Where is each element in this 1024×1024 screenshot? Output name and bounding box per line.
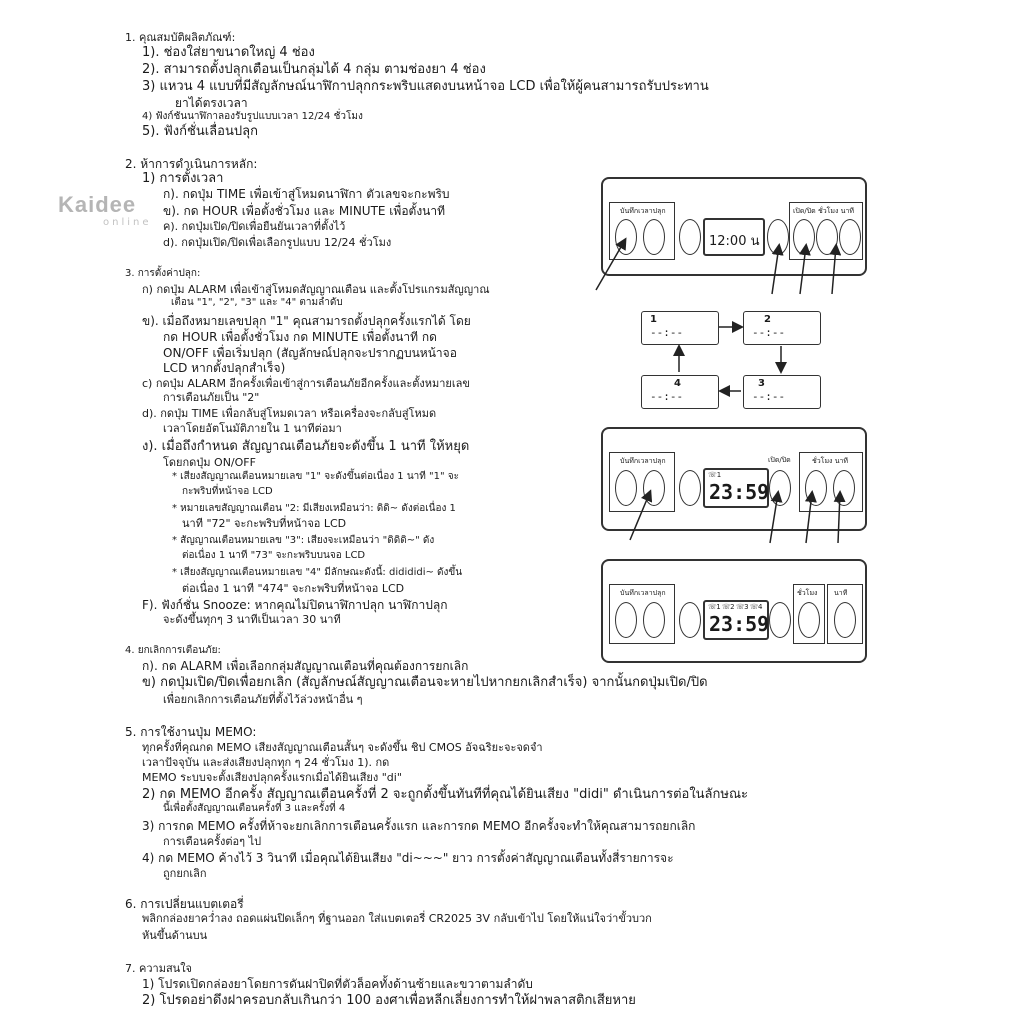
s5-line-3: MEMO ระบบจะตั้งเสียงปลุกครั้งแรกเมื่อได้ยินเสียง "di" (142, 771, 402, 784)
s1-item-2: 2). สามารถตั้งปลุกเตือนเป็นกลุ่มได้ 4 กลุ่ม ตามช่องยา 4 ช่อง (142, 62, 486, 77)
hour-minute-label: ชั่วโมง นาที (812, 457, 849, 465)
s3-line-7: c) กดปุ่ม ALARM อีกครั้งเพื่อเข้าสู่การเตือนภัยอีกครั้งและตั้งหมายเลข (142, 377, 470, 390)
memo-group-label: บันทึกเวลาปลุก (620, 207, 666, 215)
s3-line-5: ON/OFF เพื่อเริ่มปลุก (สัญลักษณ์ปลุกจะปรากฏบนหน้าจอ (163, 346, 457, 360)
section-2-title: 2. ห้าการดำเนินการหลัก: (125, 157, 258, 171)
seq-2-dash: --:-- (752, 326, 786, 339)
s5-line-7: การเตือนครั้งต่อๆ ไป (163, 835, 262, 848)
seq-2-number: 2 (764, 314, 771, 325)
arrow-minute-2 (838, 493, 840, 543)
s5-line-5: นี้เพื่อตั้งสัญญาณเตือนครั้งที่ 3 และครั้งที่ 4 (163, 803, 346, 814)
s3-line-13: * เสียงสัญญาณเตือนหมายเลข "1" จะดังขึ้นต่อเนื่อง 1 นาที "1" จะ (172, 471, 460, 482)
s2-item-3: ค). กดปุ่มเปิด/ปิดเพื่อยืนยันเวลาที่ตั้งไว้ (163, 220, 346, 233)
s5-line-8: 4) กด MEMO ค้างไว้ 3 วินาที เมื่อคุณได้ยินเสียง "di~~~" ยาว การตั้งค่าสัญญาณเตือนทั้งสี่รายการจะ (142, 851, 674, 865)
s4-line-3: เพื่อยกเลิกการเตือนภัยที่ตั้งไว้ล่วงหน้าอื่น ๆ (163, 693, 363, 706)
s6-line-1: พลิกกล่องยาคว่ำลง ถอดแผ่นปิดเล็กๆ ที่ฐานออก ใส่แบตเตอรี่ CR2025 3V กลับเข้าไป โดยให้แน่ใจว่าขั้วบวก (142, 912, 652, 925)
s7-line-1: 1) โปรดเปิดกล่องยาโดยการดันฝาปิดที่ตัวล็อคทั้งด้านซ้ายและขวาตามลำดับ (142, 977, 533, 991)
seq-1-dash: --:-- (650, 326, 684, 339)
arrow-onoff-2 (770, 493, 778, 543)
s2-item-4: d). กดปุ่มเปิด/ปิดเพื่อเลือกรูปแบบ 12/24 ชั่วโมง (163, 236, 392, 249)
seq-3-number: 3 (758, 378, 765, 389)
s3-line-16: นาที "72" จะกะพริบที่หน้าจอ LCD (182, 517, 347, 530)
s3-line-9: d). กดปุ่ม TIME เพื่อกลับสู่โหมดเวลา หรือเครื่องจะกลับสู่โหมด (142, 407, 437, 420)
s3-line-15: * หมายเลขสัญญาณเตือน "2: มีเสียงเหมือนว่า: ดิดิ~ ดังต่อเนื่อง 1 (172, 503, 456, 514)
arrow-hour-2 (806, 493, 812, 543)
seq-1-number: 1 (650, 314, 657, 325)
s1-item-4: 4) ฟังก์ชันนาฬิกาลองรับรูปแบบเวลา 12/24 ชั่วโมง (142, 111, 363, 122)
arrow-onoff-1 (772, 246, 779, 294)
arrow-minute-1 (832, 246, 836, 294)
arrow-memo-2 (630, 492, 650, 540)
hour-label: ชั่วโมง (797, 589, 818, 597)
lcd-time: 23:59 (709, 612, 770, 636)
s5-line-9: ถูกยกเลิก (163, 867, 207, 880)
section-7-title: 7. ความสนใจ (125, 962, 193, 975)
watermark-brand: Kaidee (58, 192, 137, 217)
memo-group-label: บันทึกเวลาปลุก (620, 589, 666, 597)
s3-line-21: F). ฟังก์ชั่น Snooze: หากคุณไม่ปิดนาฬิกาปลุก นาฬิกาปลุก (142, 598, 448, 612)
s3-line-1: ก) กดปุ่ม ALARM เพื่อเข้าสู่โหมดสัญญาณเตือน และตั้งโปรแกรมสัญญาณ (142, 283, 490, 296)
lcd-time: 23:59 (709, 480, 770, 504)
seq-4-dash: --:-- (650, 390, 684, 403)
s1-item-1: 1). ช่องใส่ยาขนาดใหญ่ 4 ช่อง (142, 45, 315, 60)
arrow-hour-1 (800, 246, 806, 294)
s6-line-2: หันขึ้นด้านบน (142, 929, 208, 942)
s5-line-1: ทุกครั้งที่คุณกด MEMO เสียงสัญญาณเตือนสั้นๆ จะดังขึ้น ชิป CMOS อัจฉริยะจะจดจำ (142, 741, 543, 754)
s2-sub: 1) การตั้งเวลา (142, 171, 224, 186)
s3-line-17: * สัญญาณเตือนหมายเลข "3": เสียงจะเหมือนว่า "ดิดิดิ~" ดัง (172, 535, 435, 546)
s3-line-3: ข). เมื่อถึงหมายเลขปลุก "1" คุณสามารถตั้งปลุกครั้งแรกได้ โดย (142, 314, 471, 328)
s3-line-6: LCD หากตั้งปลุกสำเร็จ) (163, 361, 286, 375)
seq-4-number: 4 (674, 378, 681, 389)
s3-line-20: ต่อเนื่อง 1 นาที "474" จะกะพริบที่หน้าจอ LCD (182, 582, 405, 595)
arrow-memo-1 (596, 240, 625, 290)
s4-line-1: ก). กด ALARM เพื่อเลือกกลุ่มสัญญาณเตือนที่คุณต้องการยกเลิก (142, 659, 469, 673)
section-4-title: 4. ยกเลิกการเตือนภัย: (125, 645, 221, 656)
minute-label: นาที (834, 589, 848, 597)
alarm-1-icon: ☏1 (708, 471, 722, 479)
s3-line-11: ง). เมื่อถึงกำหนด สัญญาณเตือนภัยจะดังขึ้น 1 นาที ให้หยุด (142, 439, 470, 454)
section-5-title: 5. การใช้งานปุ่ม MEMO: (125, 725, 257, 739)
memo-group-label: บันทึกเวลาปลุก (620, 457, 666, 465)
setting-group-label: เปิด/ปิด ชั่วโมง นาที (793, 207, 854, 215)
section-6-title: 6. การเปลี่ยนแบตเตอรี่ (125, 897, 244, 911)
s3-line-10: เวลาโดยอัตโนมัติภายใน 1 นาทีต่อมา (163, 422, 342, 435)
seq-3-dash: --:-- (752, 390, 786, 403)
section-3-title: 3. การตั้งค่าปลุก: (125, 268, 201, 279)
s1-item-3-cont: ยาได้ตรงเวลา (175, 96, 248, 110)
s1-item-3: 3) แหวน 4 แบบที่มีสัญลักษณ์นาฬิกาปลุกกระพริบแสดงบนหน้าจอ LCD เพื่อให้ผู้คนสามารถรับประทาน (142, 79, 709, 94)
s3-line-12: โดยกดปุ่ม ON/OFF (163, 456, 256, 469)
s3-line-2: เตือน "1", "2", "3" และ "4" ตามลำดับ (171, 297, 343, 308)
lcd-time: 12:00 น (709, 234, 760, 249)
s5-line-6: 3) การกด MEMO ครั้งที่ห้าจะยกเลิกการเตือนครั้งแรก และการกด MEMO อีกครั้งจะทำให้คุณสามารถยกเลิก (142, 819, 696, 833)
s3-line-4: กด HOUR เพื่อตั้งชั่วโมง กด MINUTE เพื่อตั้งนาที กด (163, 330, 437, 344)
watermark-sub: online (103, 217, 152, 228)
s3-line-19: * เสียงสัญญาณเตือนหมายเลข "4" มีลักษณะดังนี้: didididi~ ดังขึ้น (172, 567, 463, 578)
s3-line-8: การเตือนภัยเป็น "2" (163, 391, 260, 404)
s2-item-2: ข). กด HOUR เพื่อตั้งชั่วโมง และ MINUTE เพื่อตั้งนาที (163, 204, 446, 218)
s3-line-18: ต่อเนื่อง 1 นาที "73" จะกะพริบบนจอ LCD (182, 550, 366, 561)
s1-item-5: 5). ฟังก์ชั่นเลื่อนปลุก (142, 124, 258, 139)
onoff-label: เปิด/ปิด (768, 456, 791, 464)
s3-line-14: กะพริบที่หน้าจอ LCD (182, 486, 273, 497)
s7-line-2: 2) โปรดอย่าดึงฝาครอบกลับเกินกว่า 100 องศาเพื่อหลีกเลี่ยงการทำให้ฝาพลาสติกเสียหาย (142, 993, 636, 1008)
s5-line-2: เวลาปัจจุบัน และส่งเสียงปลุกทุก ๆ 24 ชั่วโมง 1). กด (142, 756, 390, 769)
s4-line-2: ข) กดปุ่มเปิด/ปิดเพื่อยกเลิก (สัญลักษณ์สัญญาณเตือนจะหายไปหากยกเลิกสำเร็จ) จากนั้นกดปุ่มเปิด/ปิด (142, 675, 708, 690)
s5-line-4: 2) กด MEMO อีกครั้ง สัญญาณเตือนครั้งที่ 2 จะถูกตั้งขึ้นทันทีที่คุณได้ยินเสียง "didi" ดำเนินการต่อในลักษณะ (142, 787, 749, 802)
s2-item-1: ก). กดปุ่ม TIME เพื่อเข้าสู่โหมดนาฬิกา ตัวเลขจะกะพริบ (163, 187, 450, 201)
s3-line-22: จะดังขึ้นทุกๆ 3 นาทีเป็นเวลา 30 นาที (163, 613, 341, 626)
section-1-title: 1. คุณสมบัติผลิตภัณฑ์: (125, 31, 236, 44)
alarm-icons: ☏1 ☏2 ☏3 ☏4 (708, 603, 763, 611)
